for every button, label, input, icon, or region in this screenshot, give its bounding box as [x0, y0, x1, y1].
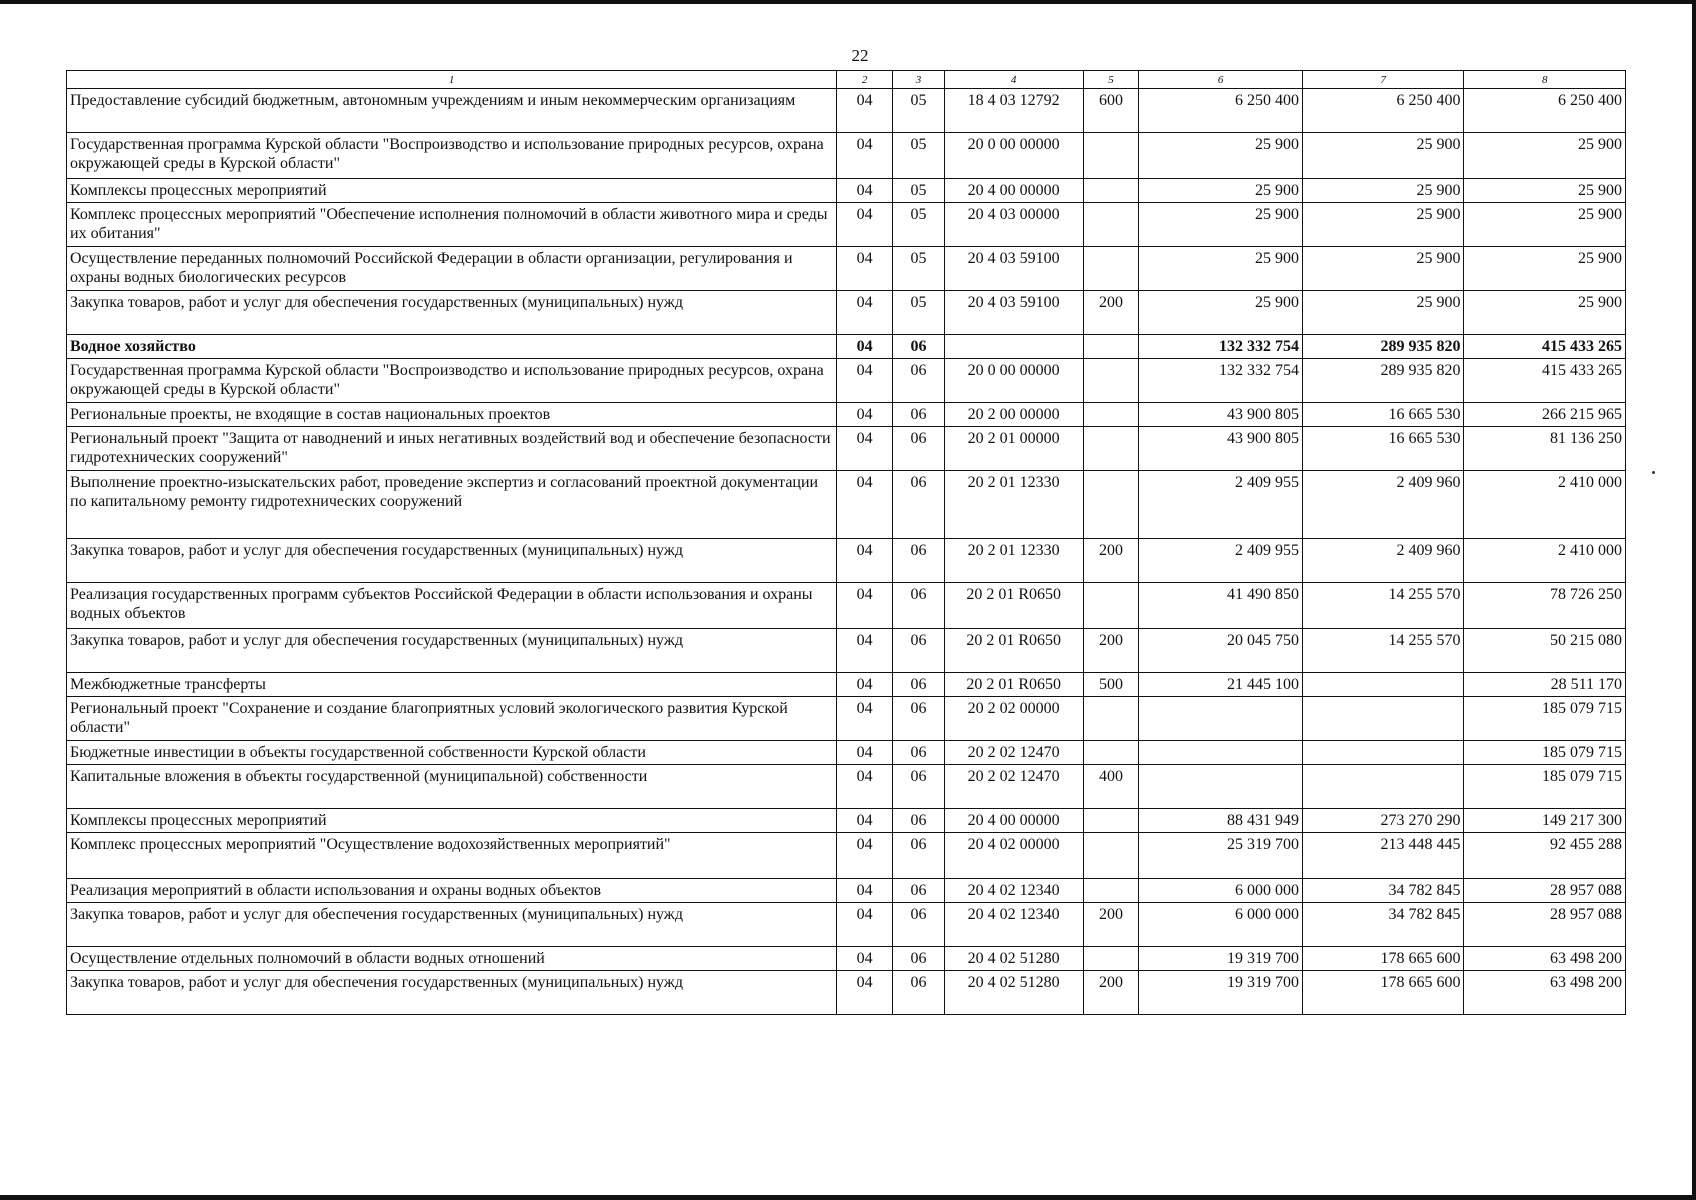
row-expense-type	[1083, 359, 1139, 403]
row-name: Закупка товаров, работ и услуг для обеспечения государственных (муниципальных) нужд	[67, 903, 837, 947]
row-amount-col7: 25 900	[1302, 247, 1463, 291]
scan-border-bottom	[0, 1195, 1696, 1200]
row-subsection: 05	[893, 133, 945, 179]
row-section: 04	[837, 741, 893, 765]
table-row	[67, 427, 1626, 471]
table-row	[67, 809, 1626, 833]
row-section: 04	[837, 765, 893, 809]
col-header-5: 5	[1083, 71, 1139, 89]
table-row	[67, 89, 1626, 133]
row-amount-col8: 28 957 088	[1464, 903, 1626, 947]
row-subsection: 06	[893, 403, 945, 427]
row-amount-col8: 50 215 080	[1464, 629, 1626, 673]
row-amount-col7: 25 900	[1302, 291, 1463, 335]
row-target-article: 20 0 00 00000	[944, 133, 1083, 179]
row-amount-col6: 25 900	[1139, 203, 1303, 247]
row-target-article: 20 4 02 51280	[944, 971, 1083, 1015]
row-target-article: 20 2 01 12330	[944, 539, 1083, 583]
row-target-article: 20 4 02 00000	[944, 833, 1083, 879]
row-amount-col8: 25 900	[1464, 179, 1626, 203]
row-subsection: 06	[893, 903, 945, 947]
row-target-article: 20 4 03 59100	[944, 291, 1083, 335]
row-target-article	[944, 335, 1083, 359]
table-row	[67, 583, 1626, 629]
row-subsection: 06	[893, 879, 945, 903]
row-amount-col6: 25 900	[1139, 133, 1303, 179]
row-target-article: 20 4 00 00000	[944, 179, 1083, 203]
row-amount-col6	[1139, 741, 1303, 765]
row-subsection: 06	[893, 765, 945, 809]
row-section: 04	[837, 133, 893, 179]
row-amount-col6: 21 445 100	[1139, 673, 1303, 697]
table-row	[67, 539, 1626, 583]
row-name: Региональные проекты, не входящие в состав национальных проектов	[67, 403, 837, 427]
row-target-article: 20 2 00 00000	[944, 403, 1083, 427]
row-section: 04	[837, 947, 893, 971]
row-amount-col8: 185 079 715	[1464, 741, 1626, 765]
row-subsection: 05	[893, 247, 945, 291]
row-amount-col8: 78 726 250	[1464, 583, 1626, 629]
row-name: Закупка товаров, работ и услуг для обеспечения государственных (муниципальных) нужд	[67, 291, 837, 335]
row-section: 04	[837, 673, 893, 697]
table-row	[67, 291, 1626, 335]
row-amount-col6: 6 250 400	[1139, 89, 1303, 133]
table-row	[67, 741, 1626, 765]
table-row	[67, 765, 1626, 809]
row-amount-col8: 63 498 200	[1464, 947, 1626, 971]
row-name: Комплекс процессных мероприятий "Осуществление водохозяйственных мероприятий"	[67, 833, 837, 879]
row-amount-col8: 81 136 250	[1464, 427, 1626, 471]
table-row	[67, 697, 1626, 741]
row-target-article: 20 4 03 59100	[944, 247, 1083, 291]
row-amount-col8: 28 511 170	[1464, 673, 1626, 697]
row-target-article: 20 2 02 00000	[944, 697, 1083, 741]
row-subsection: 06	[893, 427, 945, 471]
row-expense-type: 200	[1083, 903, 1139, 947]
row-amount-col8: 25 900	[1464, 203, 1626, 247]
table-body	[67, 89, 1626, 1015]
row-name: Межбюджетные трансферты	[67, 673, 837, 697]
row-amount-col8: 185 079 715	[1464, 765, 1626, 809]
row-amount-col7: 2 409 960	[1302, 471, 1463, 539]
row-target-article: 20 4 02 51280	[944, 947, 1083, 971]
row-amount-col6: 132 332 754	[1139, 359, 1303, 403]
row-amount-col8: 25 900	[1464, 133, 1626, 179]
row-amount-col7: 6 250 400	[1302, 89, 1463, 133]
table-row	[67, 471, 1626, 539]
row-subsection: 05	[893, 291, 945, 335]
row-amount-col6: 25 319 700	[1139, 833, 1303, 879]
row-expense-type: 500	[1083, 673, 1139, 697]
row-section: 04	[837, 809, 893, 833]
row-target-article: 20 2 01 00000	[944, 427, 1083, 471]
row-name: Закупка товаров, работ и услуг для обеспечения государственных (муниципальных) нужд	[67, 629, 837, 673]
row-expense-type	[1083, 133, 1139, 179]
row-section: 04	[837, 903, 893, 947]
row-expense-type: 200	[1083, 971, 1139, 1015]
row-section: 04	[837, 629, 893, 673]
row-amount-col8: 92 455 288	[1464, 833, 1626, 879]
row-section: 04	[837, 359, 893, 403]
row-amount-col6: 41 490 850	[1139, 583, 1303, 629]
row-expense-type	[1083, 741, 1139, 765]
table-row	[67, 179, 1626, 203]
row-target-article: 20 2 01 R0650	[944, 629, 1083, 673]
row-amount-col6: 25 900	[1139, 247, 1303, 291]
row-amount-col7: 34 782 845	[1302, 879, 1463, 903]
row-amount-col6: 6 000 000	[1139, 903, 1303, 947]
table-row	[67, 247, 1626, 291]
row-name: Комплексы процессных мероприятий	[67, 809, 837, 833]
table-row	[67, 403, 1626, 427]
row-amount-col6: 43 900 805	[1139, 427, 1303, 471]
row-expense-type	[1083, 203, 1139, 247]
row-subsection: 06	[893, 741, 945, 765]
row-name: Капитальные вложения в объекты государственной (муниципальной) собственности	[67, 765, 837, 809]
row-expense-type	[1083, 427, 1139, 471]
row-name: Реализация мероприятий в области использования и охраны водных объектов	[67, 879, 837, 903]
row-amount-col8: 266 215 965	[1464, 403, 1626, 427]
row-target-article: 20 4 02 12340	[944, 879, 1083, 903]
row-subsection: 06	[893, 359, 945, 403]
row-amount-col6: 19 319 700	[1139, 947, 1303, 971]
scan-border-top	[0, 0, 1696, 4]
row-name: Комплекс процессных мероприятий "Обеспечение исполнения полномочий в области животного мира и среды их обитания"	[67, 203, 837, 247]
row-section: 04	[837, 833, 893, 879]
col-header-2: 2	[837, 71, 893, 89]
row-amount-col8: 2 410 000	[1464, 471, 1626, 539]
row-amount-col6: 19 319 700	[1139, 971, 1303, 1015]
row-amount-col7: 25 900	[1302, 179, 1463, 203]
row-expense-type: 200	[1083, 539, 1139, 583]
col-header-3: 3	[893, 71, 945, 89]
row-amount-col6	[1139, 697, 1303, 741]
row-amount-col7: 25 900	[1302, 133, 1463, 179]
row-amount-col8: 415 433 265	[1464, 359, 1626, 403]
row-amount-col8: 2 410 000	[1464, 539, 1626, 583]
row-expense-type: 600	[1083, 89, 1139, 133]
table-row	[67, 629, 1626, 673]
row-amount-col8: 28 957 088	[1464, 879, 1626, 903]
row-subsection: 06	[893, 673, 945, 697]
scan-speck	[1652, 471, 1655, 474]
row-amount-col6: 25 900	[1139, 179, 1303, 203]
table-row	[67, 133, 1626, 179]
row-name: Осуществление переданных полномочий Российской Федерации в области организации, регулирования и охраны водных биологических ресурсов	[67, 247, 837, 291]
row-amount-col6: 20 045 750	[1139, 629, 1303, 673]
row-amount-col8: 6 250 400	[1464, 89, 1626, 133]
row-target-article: 20 4 00 00000	[944, 809, 1083, 833]
row-name: Региональный проект "Защита от наводнений и иных негативных воздействий вод и обеспечение безопасности гидротехнических сооружений"	[67, 427, 837, 471]
row-amount-col7	[1302, 673, 1463, 697]
col-header-6: 6	[1139, 71, 1303, 89]
row-section: 04	[837, 291, 893, 335]
row-amount-col7: 273 270 290	[1302, 809, 1463, 833]
row-subsection: 06	[893, 833, 945, 879]
row-expense-type	[1083, 879, 1139, 903]
row-subsection: 06	[893, 629, 945, 673]
row-section: 04	[837, 427, 893, 471]
row-name: Водное хозяйство	[67, 335, 837, 359]
row-expense-type	[1083, 947, 1139, 971]
row-expense-type: 200	[1083, 629, 1139, 673]
table-row	[67, 971, 1626, 1015]
row-target-article: 20 2 01 R0650	[944, 583, 1083, 629]
row-target-article: 20 2 02 12470	[944, 741, 1083, 765]
row-amount-col6: 43 900 805	[1139, 403, 1303, 427]
col-header-4: 4	[944, 71, 1083, 89]
row-name: Бюджетные инвестиции в объекты государственной собственности Курской области	[67, 741, 837, 765]
table-row	[67, 903, 1626, 947]
row-amount-col8: 415 433 265	[1464, 335, 1626, 359]
col-header-1: 1	[67, 71, 837, 89]
table-row	[67, 879, 1626, 903]
row-amount-col7	[1302, 765, 1463, 809]
row-amount-col7: 213 448 445	[1302, 833, 1463, 879]
row-amount-col6: 88 431 949	[1139, 809, 1303, 833]
row-amount-col7: 14 255 570	[1302, 583, 1463, 629]
table-row	[67, 673, 1626, 697]
row-expense-type	[1083, 583, 1139, 629]
row-amount-col8: 25 900	[1464, 291, 1626, 335]
row-target-article: 20 2 01 12330	[944, 471, 1083, 539]
row-subsection: 05	[893, 179, 945, 203]
col-header-8: 8	[1464, 71, 1626, 89]
row-target-article: 20 0 00 00000	[944, 359, 1083, 403]
row-expense-type: 200	[1083, 291, 1139, 335]
row-name: Комплексы процессных мероприятий	[67, 179, 837, 203]
table-row	[67, 359, 1626, 403]
row-section: 04	[837, 971, 893, 1015]
row-subsection: 05	[893, 203, 945, 247]
row-amount-col7	[1302, 697, 1463, 741]
row-name: Выполнение проектно-изыскательских работ, проведение экспертиз и согласований проектной документации по капитальному ремонту гидротехнических сооружений	[67, 471, 837, 539]
row-amount-col7: 2 409 960	[1302, 539, 1463, 583]
row-expense-type	[1083, 833, 1139, 879]
table-row	[67, 833, 1626, 879]
row-subsection: 06	[893, 335, 945, 359]
row-amount-col6: 6 000 000	[1139, 879, 1303, 903]
row-subsection: 06	[893, 697, 945, 741]
row-target-article: 20 4 03 00000	[944, 203, 1083, 247]
row-amount-col7: 14 255 570	[1302, 629, 1463, 673]
row-expense-type	[1083, 403, 1139, 427]
col-header-7: 7	[1302, 71, 1463, 89]
row-section: 04	[837, 179, 893, 203]
row-section: 04	[837, 583, 893, 629]
row-amount-col7: 289 935 820	[1302, 359, 1463, 403]
row-amount-col8: 185 079 715	[1464, 697, 1626, 741]
row-subsection: 06	[893, 809, 945, 833]
row-expense-type	[1083, 809, 1139, 833]
row-amount-col7: 178 665 600	[1302, 947, 1463, 971]
row-expense-type	[1083, 179, 1139, 203]
row-amount-col7: 25 900	[1302, 203, 1463, 247]
row-section: 04	[837, 539, 893, 583]
row-name: Региональный проект "Сохранение и создание благоприятных условий экологического развития Курской области"	[67, 697, 837, 741]
row-name: Государственная программа Курской области "Воспроизводство и использование природных ресурсов, охрана окружающей среды в Курской области"	[67, 359, 837, 403]
row-expense-type	[1083, 335, 1139, 359]
row-subsection: 05	[893, 89, 945, 133]
row-name: Закупка товаров, работ и услуг для обеспечения государственных (муниципальных) нужд	[67, 539, 837, 583]
row-expense-type	[1083, 471, 1139, 539]
row-expense-type	[1083, 247, 1139, 291]
row-section: 04	[837, 471, 893, 539]
row-amount-col7: 178 665 600	[1302, 971, 1463, 1015]
row-name: Реализация государственных программ субъектов Российской Федерации в области использования и охраны водных объектов	[67, 583, 837, 629]
row-amount-col8: 63 498 200	[1464, 971, 1626, 1015]
table-row	[67, 203, 1626, 247]
row-amount-col7: 289 935 820	[1302, 335, 1463, 359]
row-amount-col7: 16 665 530	[1302, 403, 1463, 427]
row-subsection: 06	[893, 539, 945, 583]
row-amount-col7	[1302, 741, 1463, 765]
row-expense-type: 400	[1083, 765, 1139, 809]
row-amount-col7: 34 782 845	[1302, 903, 1463, 947]
row-subsection: 06	[893, 947, 945, 971]
row-amount-col6: 25 900	[1139, 291, 1303, 335]
row-name: Закупка товаров, работ и услуг для обеспечения государственных (муниципальных) нужд	[67, 971, 837, 1015]
page-number: 22	[851, 46, 869, 65]
row-amount-col6: 2 409 955	[1139, 539, 1303, 583]
row-amount-col6: 2 409 955	[1139, 471, 1303, 539]
row-section: 04	[837, 403, 893, 427]
row-amount-col8: 149 217 300	[1464, 809, 1626, 833]
row-target-article: 20 2 02 12470	[944, 765, 1083, 809]
row-target-article: 18 4 03 12792	[944, 89, 1083, 133]
budget-table	[66, 70, 1626, 1015]
row-amount-col6: 132 332 754	[1139, 335, 1303, 359]
row-amount-col6	[1139, 765, 1303, 809]
table-row	[67, 947, 1626, 971]
row-section: 04	[837, 879, 893, 903]
row-name: Предоставление субсидий бюджетным, автономным учреждениям и иным некоммерческим организациям	[67, 89, 837, 133]
row-expense-type	[1083, 697, 1139, 741]
row-target-article: 20 4 02 12340	[944, 903, 1083, 947]
row-name: Государственная программа Курской области "Воспроизводство и использование природных ресурсов, охрана окружающей среды в Курской области"	[67, 133, 837, 179]
row-section: 04	[837, 203, 893, 247]
row-subsection: 06	[893, 971, 945, 1015]
row-target-article: 20 2 01 R0650	[944, 673, 1083, 697]
row-amount-col8: 25 900	[1464, 247, 1626, 291]
column-number-header	[67, 71, 1626, 89]
row-amount-col7: 16 665 530	[1302, 427, 1463, 471]
table-row	[67, 335, 1626, 359]
scan-border-right	[1692, 0, 1696, 1200]
row-section: 04	[837, 697, 893, 741]
row-section: 04	[837, 335, 893, 359]
row-subsection: 06	[893, 471, 945, 539]
row-section: 04	[837, 89, 893, 133]
row-section: 04	[837, 247, 893, 291]
row-subsection: 06	[893, 583, 945, 629]
row-name: Осуществление отдельных полномочий в области водных отношений	[67, 947, 837, 971]
